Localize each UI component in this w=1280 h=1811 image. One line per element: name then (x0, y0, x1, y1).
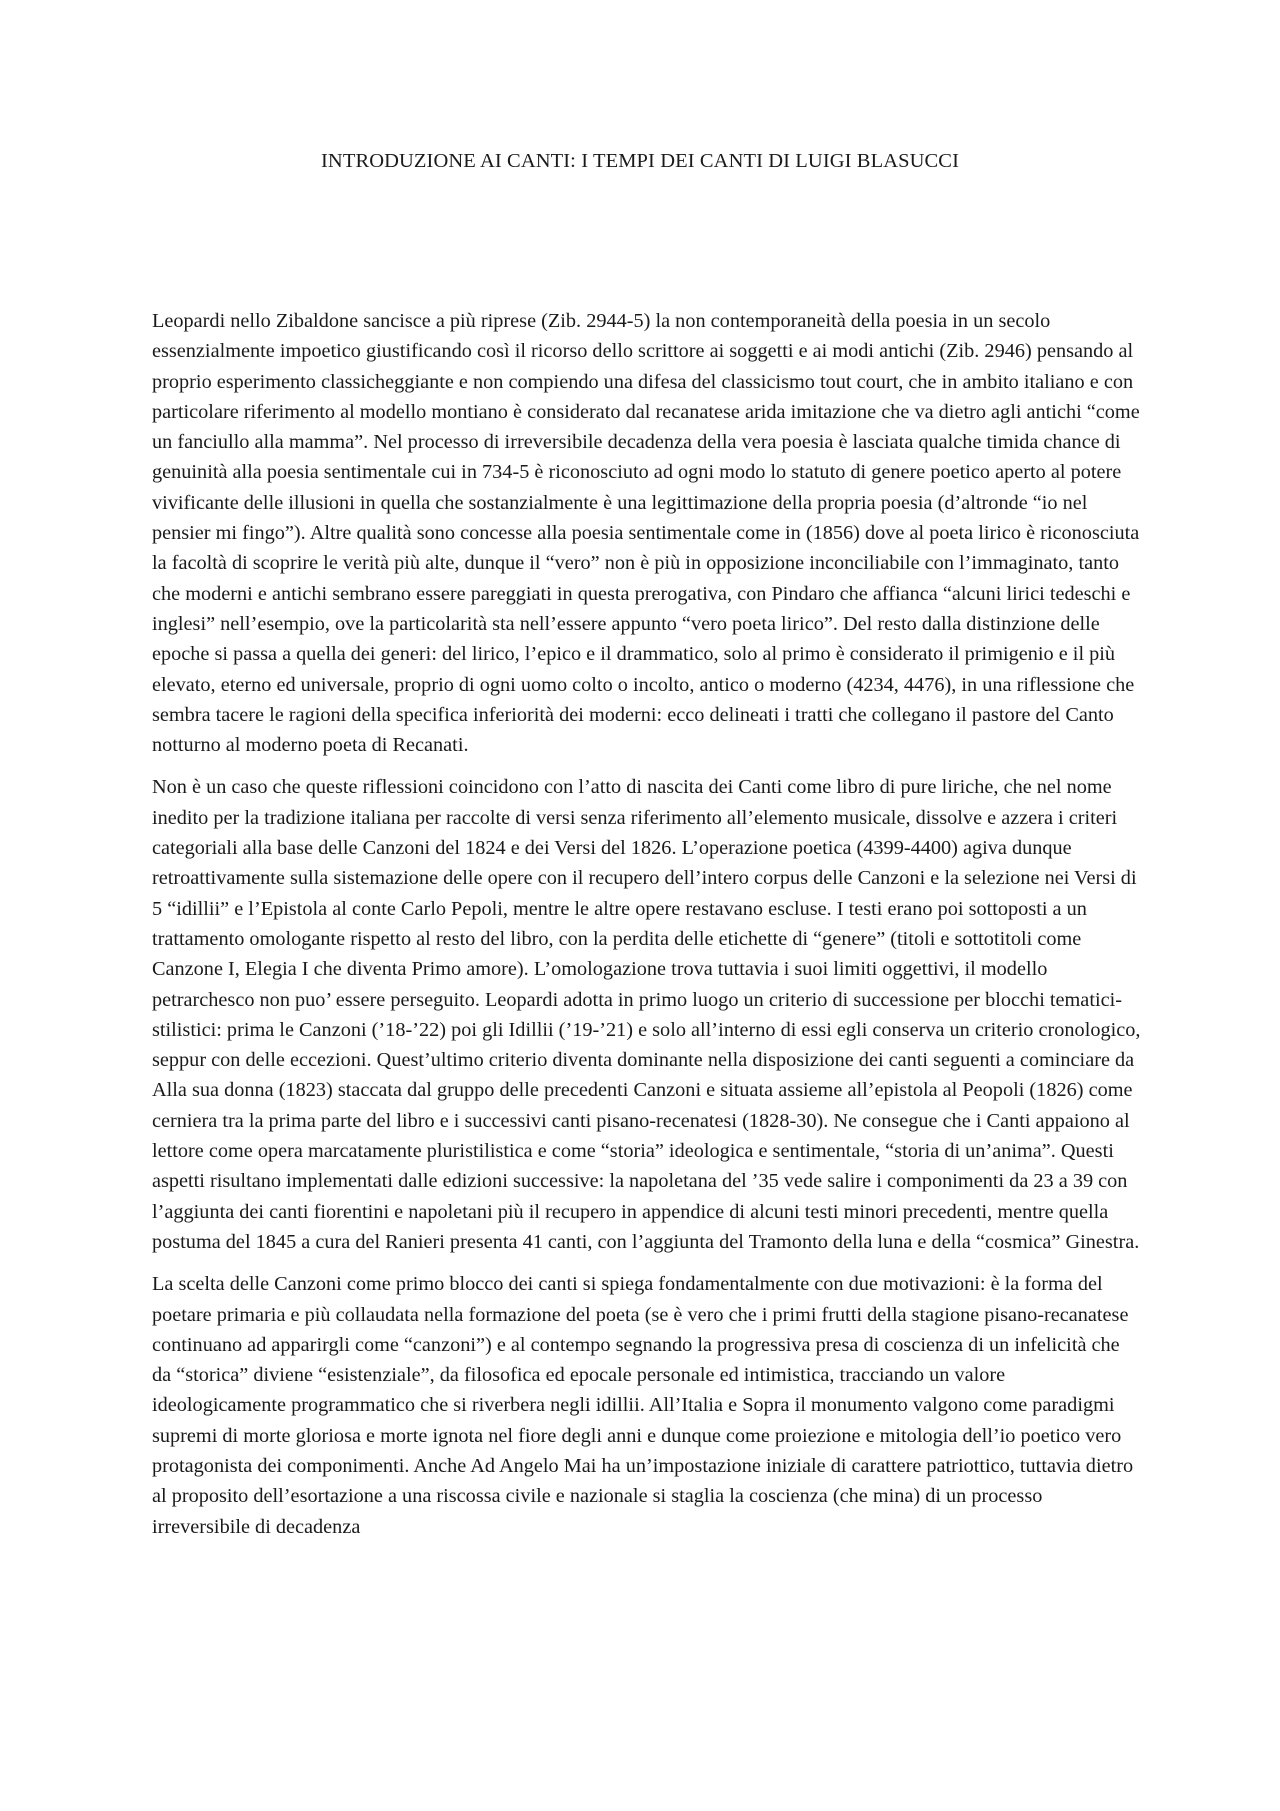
paragraph-1: Leopardi nello Zibaldone sancisce a più riprese (Zib. 2944-5) la non contemporaneità della poesia in un secolo essenzialmente impoetico giustificando così il ricorso dello scrittore ai soggetti e ai modi antichi (Zib. 2946) pensando al proprio esperimento classicheggiante e non compiendo una difesa del classicismo tout court, che in ambito italiano e con particolare riferimento al modello montiano è considerato dal recanatese arida imitazione che va dietro agli antichi “come un fanciullo alla mamma”. Nel processo di irreversibile decadenza della vera poesia è lasciata qualche timida chance di genuinità alla poesia sentimentale cui in 734-5 è riconosciuto ad ogni modo lo statuto di genere poetico aperto al potere vivificante delle illusioni in quella che sostanzialmente è una legittimazione della propria poesia (d’altronde “io nel pensier mi fingo”). Altre qualità sono concesse alla poesia sentimentale come in (1856) dove al poeta lirico è riconosciuta la facoltà di scoprire le verità più alte, dunque il “vero” non è più in opposizione inconciliabile con l’immaginato, tanto che moderni e antichi sembrano essere pareggiati in questa prerogativa, con Pindaro che affianca “alcuni lirici tedeschi e inglesi” nell’esempio, ove la particolarità sta nell’essere appunto “vero poeta lirico”. Del resto dalla distinzione delle epoche si passa a quella dei generi: del lirico, l’epico e il drammatico, solo al primo è considerato il primigenio e il più elevato, eterno ed universale, proprio di ogni uomo colto o incolto, antico o moderno (4234, 4476), in una riflessione che sembra tacere le ragioni della specifica inferiorità dei moderni: ecco delineati i tratti che collegano il pastore del Canto notturno al moderno poeta di Recanati. (152, 310, 1140, 757)
document-title: INTRODUZIONE AI CANTI: I TEMPI DEI CANTI DI LUIGI BLASUCCI (320, 150, 959, 172)
paragraph-3: La scelta delle Canzoni come primo blocco dei canti si spiega fondamentalmente con due motivazioni: è la forma del poetare primaria e più collaudata nella formazione del poeta (se è vero che i primi frutti della stagione pisano-recanatese continuano ad apparirgli come “canzoni”) e al contempo segnando la progressiva presa di coscienza di un infelicità che da “storica” diviene “esistenziale”, da filosofica ed epocale personale ed intimistica, tracciando un valore ideologicamente programmatico che si riverbera negli idillii. All’Italia e Sopra il monumento valgono come paradigmi supremi di morte gloriosa e morte ignota nel fiore degli anni e dunque come proiezione e mitologia dell’io poetico vero protagonista dei componimenti. Anche Ad Angelo Mai ha un’impostazione iniziale di carattere patriottico, tuttavia dietro al proposito dell’esortazione a una riscossa civile e nazionale si staglia la coscienza (che mina) di un processo irreversibile di decadenza (152, 1273, 1134, 1538)
document-body (152, 306, 1142, 1554)
paragraph-2: Non è un caso che queste riflessioni coincidono con l’atto di nascita dei Canti come libro di pure liriche, che nel nome inedito per la tradizione italiana per raccolte di versi senza riferimento all’elemento musicale, dissolve e azzera i criteri categoriali alla base delle Canzoni del 1824 e dei Versi del 1826. L’operazione poetica (4399-4400) agiva dunque retroattivamente sulla sistemazione delle opere con il recupero dell’intero corpus delle Canzoni e la selezione nei Versi di 5 “idillii” e l’Epistola al conte Carlo Pepoli, mentre le altre opere restavano escluse. I testi erano poi sottoposti a un trattamento omologante rispetto al resto del libro, con la perdita delle etichette di “genere” (titoli e sottotitoli come Canzone I, Elegia I che diventa Primo amore). L’omologazione trova tuttavia i suoi limiti oggettivi, il modello petrarchesco non puo’ essere perseguito. Leopardi adotta in primo luogo un criterio di successione per blocchi tematici-stilistici: prima le Canzoni (’18-’22) poi gli Idillii (’19-’21) e solo all’interno di essi egli conserva un criterio cronologico, seppur con delle eccezioni. Quest’ultimo criterio diventa dominante nella disposizione dei canti seguenti a cominciare da Alla sua donna (1823) staccata dal gruppo delle precedenti Canzoni e situata assieme all’epistola al Peopoli (1826) come cerniera tra la prima parte del libro e i successivi canti pisano-recenatesi (1828-30). Ne consegue che i Canti appaiono al lettore come opera marcatamente pluristilistica e come “storia” ideologica e sentimentale, “storia di un’anima”. Questi aspetti risultano implementati dalle edizioni successive: la napoletana del ’35 vede salire i componimenti da 23 a 39 con l’aggiunta dei canti fiorentini e napoletani più il recupero in appendice di alcuni testi minori precedenti, mentre quella postuma del 1845 a cura del Ranieri presenta 41 canti, con l’aggiunta del Tramonto della luna e della “cosmica” Ginestra. (152, 776, 1141, 1253)
